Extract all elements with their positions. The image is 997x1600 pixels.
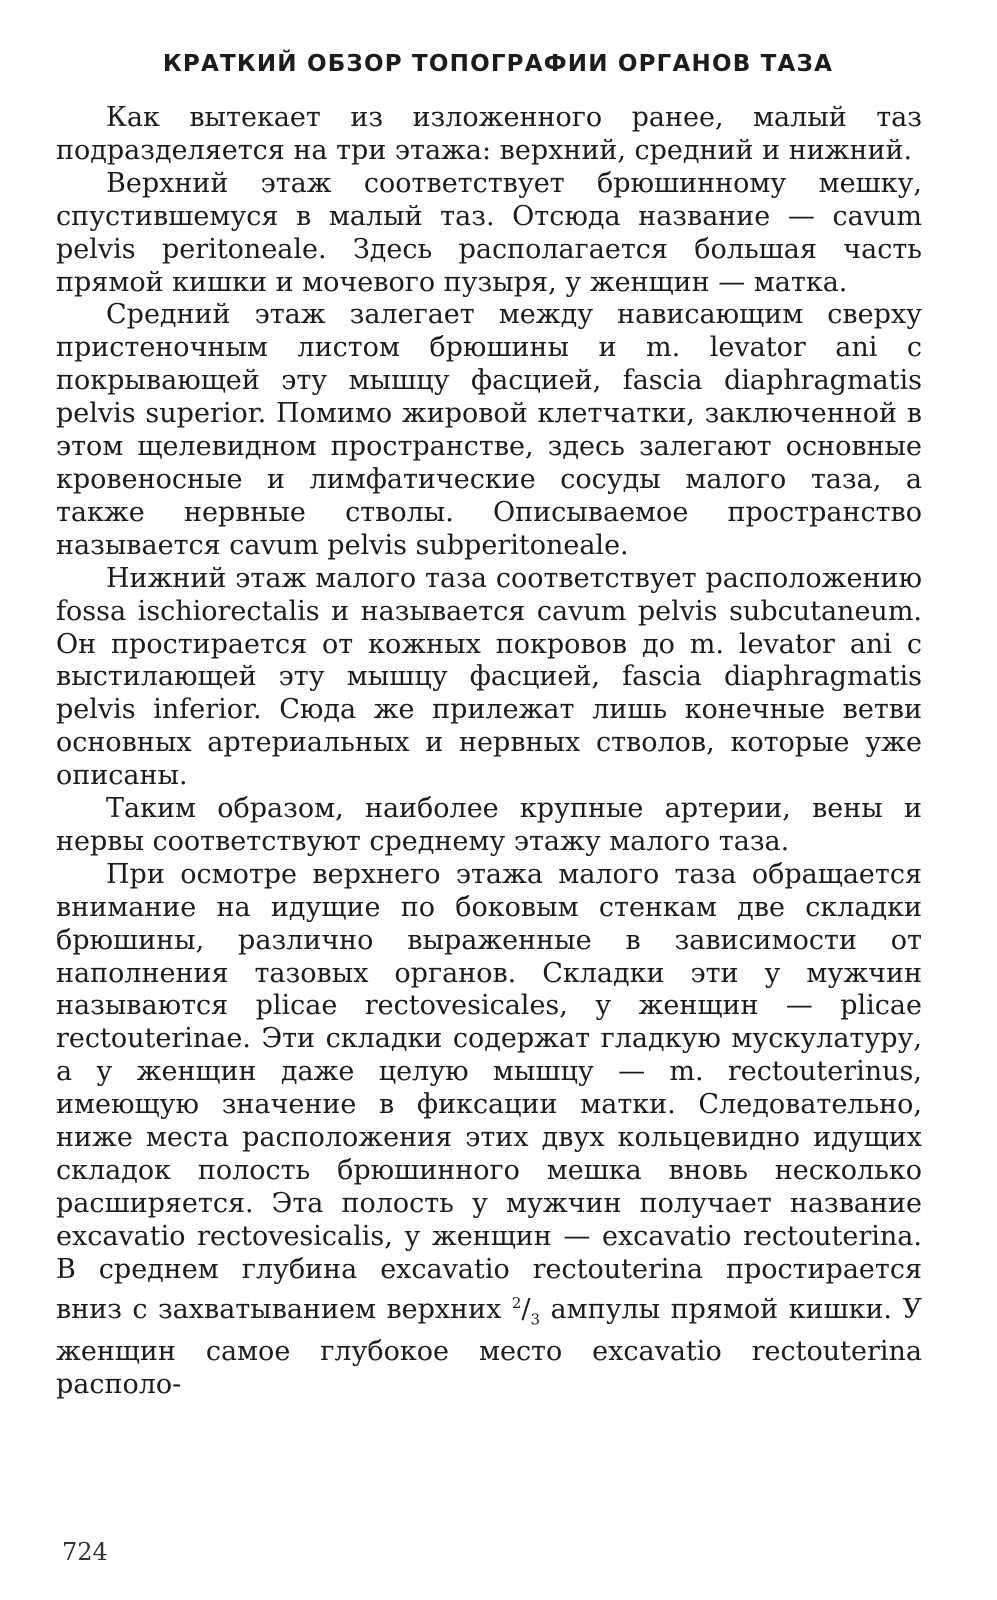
paragraph-text-before: При осмотре верхнего этажа малого таза обращается внимание на идущие по боковым стенкам две складки брюшины, различно выраженные в зависимости от наполнения тазовых органов. Складки эти у мужчин называются plicae rectovesicales, у женщин — plicae rectouterinae. Эти складки содержат гладкую мускулатуру, а у женщин даже целую мышцу — m. rectouterinus, имеющую значение в фиксации матки. Следовательно, ниже места расположения этих двух кольцевидно идущих складок полость брюшинного мешка вновь несколько расширяется. Эта полость у мужчин получает название excavatio rectovesicalis, у женщин — excavatio rectouterina. В среднем глубина excavatio rectouterina простирается вниз с захватыванием верхних — [56, 858, 922, 1325]
page-number: 724 — [62, 1538, 108, 1566]
page-title: КРАТКИЙ ОБЗОР ТОПОГРАФИИ ОРГАНОВ ТАЗА — [162, 51, 834, 77]
page-content — [56, 44, 922, 1402]
fraction-two-thirds: $^2/_3$ — [511, 1293, 541, 1329]
paragraph-floors-intro: Как вытекает из изложенного ранее, малый таз подразделяется на три этажа: верхний, средний и нижний. — [56, 102, 922, 166]
fraction-denominator: 3 — [530, 1310, 541, 1329]
paragraph-text-after: ампулы прямой кишки. У женщин самое глубокое место excavatio rectouterina располо- — [56, 1293, 922, 1400]
paragraph-summary: Таким образом, наиболее крупные артерии, вены и нервы соответствуют среднему этажу малого таза. — [56, 793, 922, 857]
paragraph-lower-floor: Нижний этаж малого таза соответствует расположению fossa ischiorectalis и называется cavum pelvis subcutaneum. Он простирается от кожных покровов до m. levator ani с выстилающей эту мышцу фасцией, fascia diaphragmatis pelvis inferior. Сюда же прилежат лишь конечные ветви основных артериальных и нервных стволов, которые уже описаны. — [56, 562, 922, 792]
fraction-numerator: 2 — [511, 1293, 522, 1312]
paragraph-upper-floor: Верхний этаж соответствует брюшинному мешку, спустившемуся в малый таз. Отсюда название — cavum pelvis peritoneale. Здесь располагается большая часть прямой кишки и мочевого пузыря, у женщин — матка. — [56, 167, 922, 298]
paragraph-middle-floor: Средний этаж залегает между нависающим сверху пристеночным листом брюшины и m. levator ani с покрывающей эту мышцу фасцией, fascia diaphragmatis pelvis superior. Помимо жировой клетчатки, заключенной в этом щелевидном пространстве, здесь залегают основные кровеносные и лимфатические сосуды малого таза, а также нервные стволы. Описываемое пространство называется cavum pelvis subperitoneale. — [56, 299, 922, 561]
paragraph-peritoneal-folds — [56, 859, 922, 1402]
